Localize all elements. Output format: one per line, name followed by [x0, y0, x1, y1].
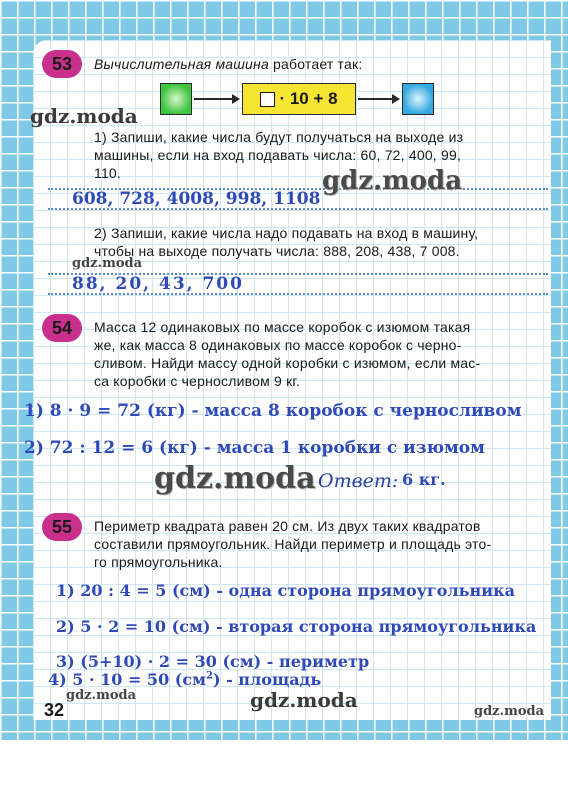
watermark-6: gdz.moda: [250, 688, 358, 712]
machine-operation-box: [242, 83, 356, 115]
task-53-q1-line1: 1) Запиши, какие числа будут получаться на выходе из: [94, 129, 464, 145]
task-53-q1-line3: 110.: [94, 165, 122, 181]
task-54-line1: Масса 12 одинаковых по массе коробок с изюмом такая: [94, 319, 471, 335]
task-54-step-2: 2) 72 : 12 = 6 (кг) - масса 1 коробки с изюмом: [24, 438, 485, 458]
task-53-answer-1: 608, 728, 4008, 998, 1108: [72, 189, 321, 209]
task-53-intro-italic: Вычислительная машина: [94, 56, 269, 72]
task-55-step-2: 2) 5 · 2 = 10 (см) - вторая сторона прямоугольника: [56, 617, 537, 636]
task-54-answer-label: Ответ:: [318, 470, 399, 492]
task-53-q2-line2: чтобы на выходе получать числа: 888, 208, 438, 7 008.: [94, 243, 460, 259]
task-53-q1-line2: машины, если на вход подавать числа: 60, 72, 400, 99,: [94, 147, 462, 163]
task-55-line1: Периметр квадрата равен 20 см. Из двух таких квадратов: [94, 518, 481, 534]
task-55-step-4-end: ) - площадь: [212, 670, 322, 689]
task-55-line3: го прямоугольника.: [94, 554, 223, 570]
watermark-1: gdz.moda: [30, 104, 138, 128]
machine-output-square: [402, 83, 434, 115]
task-53-badge: 53: [42, 50, 82, 78]
task-55-step-1: 1) 20 : 4 = 5 (см) - одна сторона прямоугольника: [56, 581, 515, 600]
watermark-2: gdz.moda: [322, 166, 463, 196]
task-55-step-4: [48, 670, 321, 689]
task-55-line2: составили прямоугольник. Найди периметр и площадь это-: [94, 536, 492, 552]
task-53-q2-line1: 2) Запиши, какие числа надо подавать на вход в машину,: [94, 225, 479, 241]
task-54-step-1: 1) 8 · 9 = 72 (кг) - масса 8 коробок с черносливом: [24, 401, 522, 421]
task-54-line4: са коробки с черносливом 9 кг.: [94, 373, 301, 389]
task-55-step-4-sup: 2: [205, 670, 213, 682]
watermark-3: gdz.moda: [72, 256, 143, 271]
machine-input-square: [160, 83, 192, 115]
watermark-4: gdz.moda: [154, 461, 316, 496]
page-number: 32: [44, 700, 65, 720]
watermark-5: gdz.moda: [66, 688, 137, 703]
task-53-intro-rest: работает так:: [268, 56, 363, 72]
task-55-step-3: 3) (5+10) · 2 = 30 (см) - периметр: [56, 652, 370, 671]
watermark-7: gdz.moda: [474, 704, 545, 719]
machine-operation-text: · 10 + 8: [279, 89, 338, 108]
task-55-badge: 55: [42, 513, 82, 541]
task-53-intro: [94, 55, 362, 73]
task-54-answer-value: 6 кг.: [402, 470, 446, 489]
task-53-answer-2: 88, 20, 43, 700: [72, 274, 244, 294]
task-54-line2: же, как масса 8 одинаковых по массе коробок с черно-: [94, 337, 462, 353]
machine-arrow-in: [194, 98, 238, 100]
machine-placeholder-square: [260, 92, 275, 107]
task-55-step-4-main: 4) 5 · 10 = 50 (см: [48, 670, 206, 689]
machine-arrow-out: [358, 98, 398, 100]
task-54-line3: сливом. Найди массу одной коробки с изюмом, если мас-: [94, 355, 481, 371]
task-54-badge: 54: [42, 314, 82, 342]
